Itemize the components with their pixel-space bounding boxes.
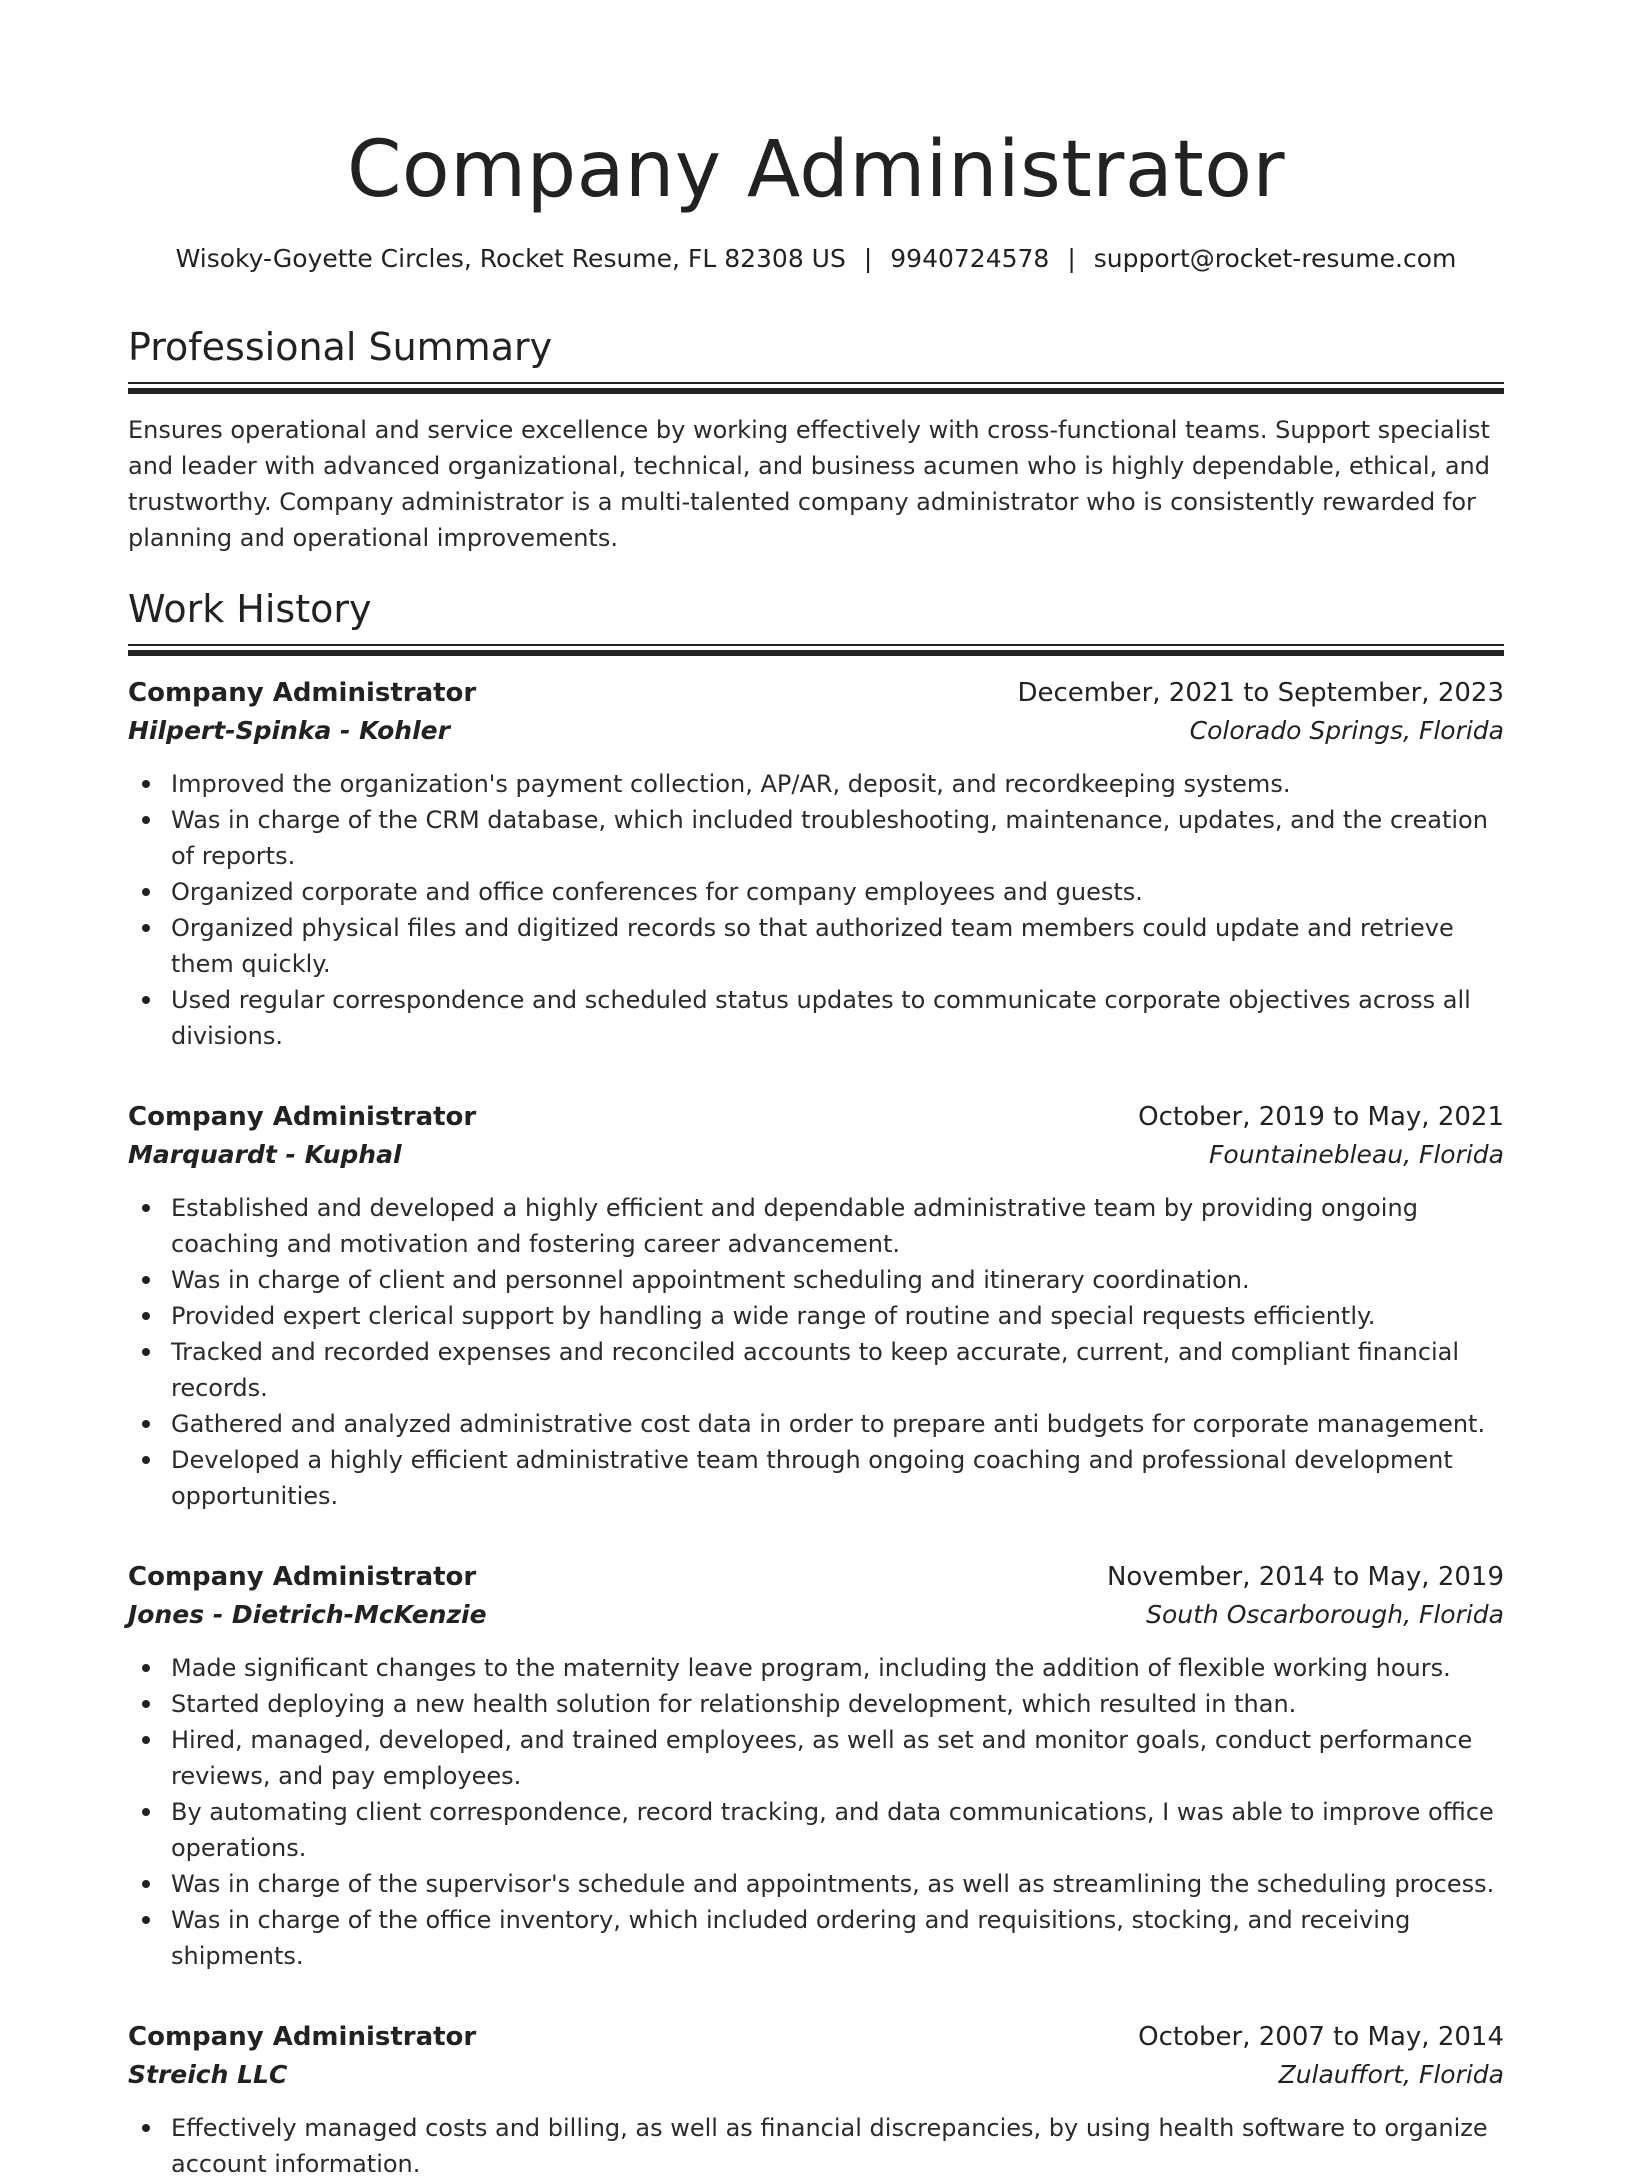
- job-location: Colorado Springs, Florida: [1189, 716, 1504, 745]
- job-bullet-text: Used regular correspondence and scheduled status updates to communicate corporate objectives across all divisions.: [171, 986, 1471, 1050]
- job-bullet-list: [128, 766, 1504, 1054]
- job-company: Marquardt - Kuphal: [128, 1140, 402, 1169]
- job-bullet-text: Gathered and analyzed administrative cost data in order to prepare anti budgets for corporate management.: [171, 1410, 1486, 1438]
- job-bullet-text: Provided expert clerical support by handling a wide range of routine and special requests efficiently.: [171, 1302, 1376, 1330]
- job-bullet-text: Was in charge of the CRM database, which included troubleshooting, maintenance, updates, and the creation of reports.: [171, 806, 1488, 870]
- contact-phone: 9940724578: [890, 244, 1050, 273]
- job-bullet-list: [128, 2110, 1504, 2182]
- job-bullet-text: Made significant changes to the maternity leave program, including the addition of flexible working hours.: [171, 1654, 1451, 1682]
- bullet-dot-icon: [142, 1348, 150, 1356]
- job-bullet-text: Developed a highly efficient administrative team through ongoing coaching and professional development opportunities.: [171, 1446, 1453, 1510]
- job-bullet-text: Organized corporate and office conferences for company employees and guests.: [171, 878, 1143, 906]
- job-bullet: [128, 802, 1504, 874]
- job-location: South Oscarborough, Florida: [1146, 1600, 1504, 1629]
- job-bullet-text: Started deploying a new health solution for relationship development, which resulted in than.: [171, 1690, 1297, 1718]
- job-title: Company Administrator: [128, 678, 477, 708]
- job-header-row: [128, 674, 1504, 712]
- job-bullet-text: Was in charge of the office inventory, which included ordering and requisitions, stocking, and receiving shipments.: [171, 1906, 1411, 1970]
- job-dates: October, 2007 to May, 2014: [1138, 2022, 1504, 2052]
- bullet-dot-icon: [142, 1276, 150, 1284]
- bullet-dot-icon: [142, 996, 150, 1004]
- job-dates: November, 2014 to May, 2019: [1106, 1562, 1504, 1592]
- bullet-dot-icon: [142, 780, 150, 788]
- job-title: Company Administrator: [128, 1102, 477, 1132]
- job-bullet-text: Hired, managed, developed, and trained employees, as well as set and monitor goals, conduct performance reviews, and pay employees.: [171, 1726, 1473, 1790]
- job-bullet-text: Was in charge of the supervisor's schedule and appointments, as well as streamlining the scheduling process.: [171, 1870, 1495, 1898]
- bullet-dot-icon: [142, 816, 150, 824]
- contact-separator: |: [1067, 244, 1076, 273]
- bullet-dot-icon: [142, 1808, 150, 1816]
- job-bullet: [128, 1190, 1504, 1262]
- summary-paragraph: Ensures operational and service excellence by working effectively with cross-functional teams. Support specialist and leader with advanced organizational, technical, and business acumen who is highly dependable, ethical, and trustworthy. Company administrator is a multi-talented company administrator who is consistently rewarded for planning and operational improvements.: [128, 416, 1490, 552]
- work-history-section: [128, 586, 1504, 2182]
- job-bullet-text: By automating client correspondence, record tracking, and data communications, I was able to improve office operations.: [171, 1798, 1494, 1862]
- job-dates: December, 2021 to September, 2023: [1017, 678, 1504, 708]
- job-dates: October, 2019 to May, 2021: [1138, 1102, 1504, 1132]
- job-bullet: [128, 1722, 1504, 1794]
- job-bullet-text: Tracked and recorded expenses and reconciled accounts to keep accurate, current, and compliant financial records.: [171, 1338, 1460, 1402]
- contact-line: [128, 242, 1504, 276]
- job-bullet: [128, 1794, 1504, 1866]
- bullet-dot-icon: [142, 1456, 150, 1464]
- job-company-row: [128, 1136, 1504, 1174]
- job-list: [128, 674, 1504, 2182]
- bullet-dot-icon: [142, 1736, 150, 1744]
- job-bullet-list: [128, 1650, 1504, 1974]
- job-entry: [128, 1558, 1504, 1974]
- job-entry: [128, 2018, 1504, 2182]
- job-company-row: [128, 2056, 1504, 2094]
- contact-email: support@rocket-resume.com: [1093, 244, 1457, 273]
- job-title: Company Administrator: [128, 2022, 477, 2052]
- job-bullet: [128, 1686, 1504, 1722]
- professional-summary-section: [128, 324, 1504, 556]
- job-header-row: [128, 1558, 1504, 1596]
- job-bullet-text: Effectively managed costs and billing, as well as financial discrepancies, by using health software to organize account information.: [171, 2114, 1488, 2178]
- job-bullet: [128, 910, 1504, 982]
- job-bullet-text: Organized physical files and digitized records so that authorized team members could update and retrieve them quickly.: [171, 914, 1454, 978]
- section-divider: [128, 644, 1504, 656]
- contact-separator: |: [863, 244, 873, 273]
- job-bullet: [128, 874, 1504, 910]
- job-bullet-text: Established and developed a highly efficient and dependable administrative team by providing ongoing coaching and motivation and fostering career advancement.: [171, 1194, 1418, 1258]
- job-header-row: [128, 2018, 1504, 2056]
- job-bullet-list: [128, 1190, 1504, 1514]
- section-heading: Professional Summary: [128, 325, 553, 369]
- contact-address: Wisoky-Goyette Circles, Rocket Resume, FL 82308 US: [175, 244, 846, 273]
- job-bullet: [128, 1650, 1504, 1686]
- job-company: Streich LLC: [128, 2060, 288, 2089]
- bullet-dot-icon: [142, 1420, 150, 1428]
- bullet-dot-icon: [142, 1204, 150, 1212]
- bullet-dot-icon: [142, 888, 150, 896]
- bullet-dot-icon: [142, 1916, 150, 1924]
- bullet-dot-icon: [142, 1700, 150, 1708]
- section-heading: Work History: [128, 587, 372, 631]
- job-bullet: [128, 1262, 1504, 1298]
- job-bullet-text: Was in charge of client and personnel appointment scheduling and itinerary coordination.: [171, 1266, 1250, 1294]
- job-location: Fountainebleau, Florida: [1209, 1140, 1504, 1169]
- bullet-dot-icon: [142, 2124, 150, 2132]
- job-bullet: [128, 1866, 1504, 1902]
- job-bullet-text: Improved the organization's payment collection, AP/AR, deposit, and recordkeeping systems.: [171, 770, 1291, 798]
- resume-name: Company Administrator: [346, 125, 1286, 215]
- job-company: Jones - Dietrich-McKenzie: [128, 1600, 487, 1629]
- job-bullet: [128, 1298, 1504, 1334]
- job-company-row: [128, 1596, 1504, 1634]
- job-bullet: [128, 1406, 1504, 1442]
- job-bullet: [128, 1902, 1504, 1974]
- job-bullet: [128, 1334, 1504, 1406]
- job-location: Zulauffort, Florida: [1278, 2060, 1504, 2089]
- bullet-dot-icon: [142, 1664, 150, 1672]
- bullet-dot-icon: [142, 1880, 150, 1888]
- job-header-row: [128, 1098, 1504, 1136]
- job-bullet: [128, 766, 1504, 802]
- job-entry: [128, 674, 1504, 1054]
- job-entry: [128, 1098, 1504, 1514]
- bullet-dot-icon: [142, 1312, 150, 1320]
- job-bullet: [128, 982, 1504, 1054]
- bullet-dot-icon: [142, 924, 150, 932]
- section-divider: [128, 382, 1504, 394]
- job-bullet: [128, 2110, 1504, 2182]
- job-company-row: [128, 712, 1504, 750]
- job-company: Hilpert-Spinka - Kohler: [128, 716, 450, 745]
- job-title: Company Administrator: [128, 1562, 477, 1592]
- job-bullet: [128, 1442, 1504, 1514]
